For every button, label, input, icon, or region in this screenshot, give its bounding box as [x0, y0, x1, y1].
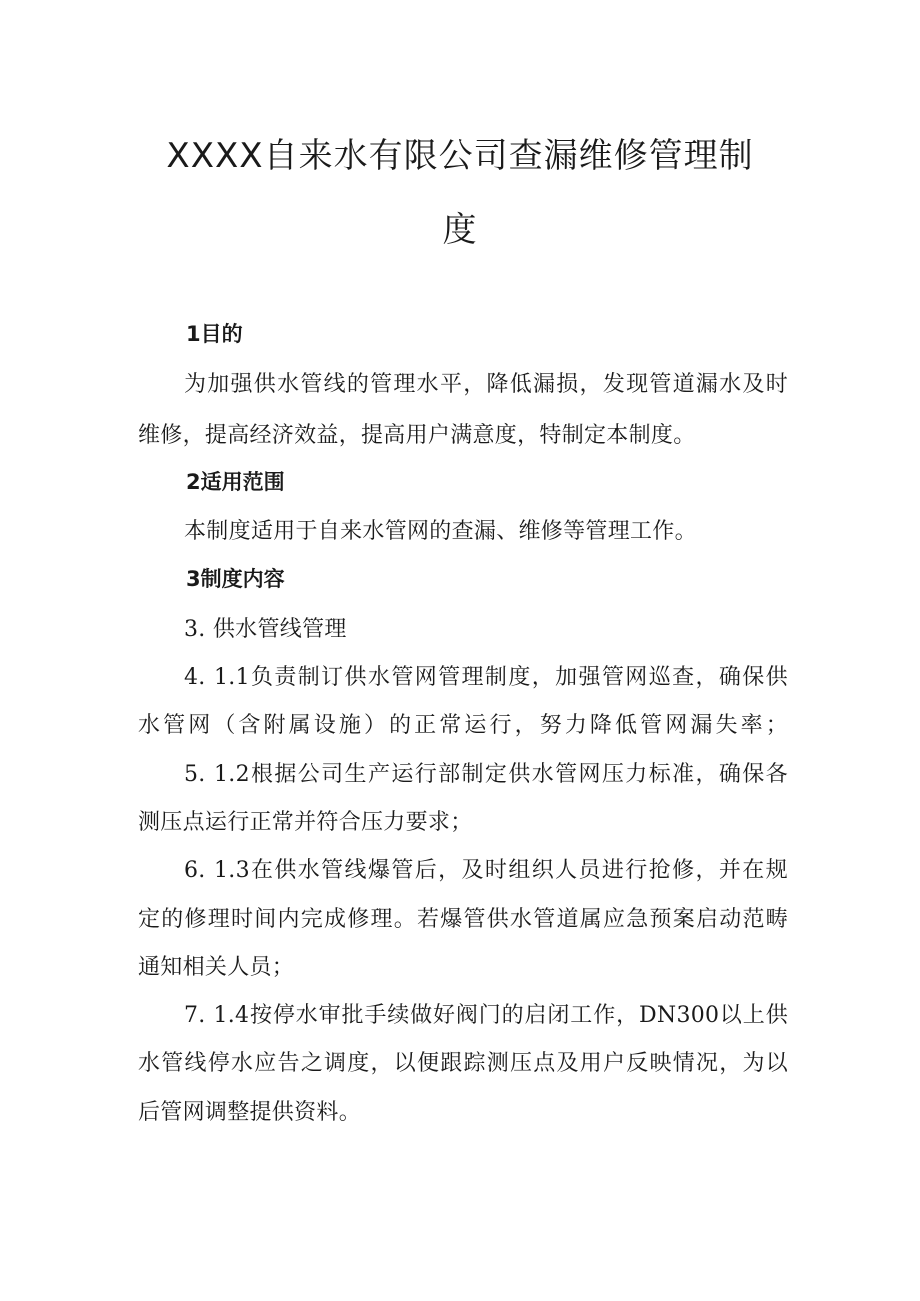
section-1-line: 为加强供水管线的管理水平，降低漏损，发现管道漏水及时: [184, 372, 788, 397]
section-3-subheading: 3. 供水管线管理: [184, 617, 347, 642]
section-1-line: 维修，提高经济效益，提高用户满意度，特制定本制度。: [138, 423, 696, 448]
clause-line: 通知相关人员；: [138, 955, 295, 980]
clause-line: 4. 1.1负责制订供水管网管理制度，加强管网巡查，确保供: [184, 665, 788, 690]
clause-line: 测压点运行正常并符合压力要求；: [138, 810, 473, 835]
section-1-heading: 1目的: [186, 322, 243, 346]
document-title-line-2: 度: [442, 210, 478, 250]
clause-line: 定的修理时间内完成修理。若爆管供水管道属应急预案启动范畴: [138, 907, 788, 932]
document-title-line-1: XXXX自来水有限公司查漏维修管理制: [166, 136, 754, 176]
clause-line: 后管网调整提供资料。: [138, 1100, 362, 1125]
clause-line: 5. 1.2根据公司生产运行部制定供水管网压力标准，确保各: [184, 762, 788, 787]
section-2-heading: 2适用范围: [186, 470, 285, 494]
section-3-heading: 3制度内容: [186, 567, 285, 591]
clause-line: 7. 1.4按停水审批手续做好阀门的启闭工作，DN300以上供: [184, 1003, 788, 1028]
clause-line: 水管线停水应告之调度，以便跟踪测压点及用户反映情况，为以: [138, 1051, 788, 1076]
clause-line: 水管网（含附属设施）的正常运行，努力降低管网漏失率；: [138, 713, 788, 738]
clause-line: 6. 1.3在供水管线爆管后，及时组织人员进行抢修，并在规: [184, 858, 788, 883]
section-2-line: 本制度适用于自来水管网的查漏、维修等管理工作。: [184, 519, 697, 544]
